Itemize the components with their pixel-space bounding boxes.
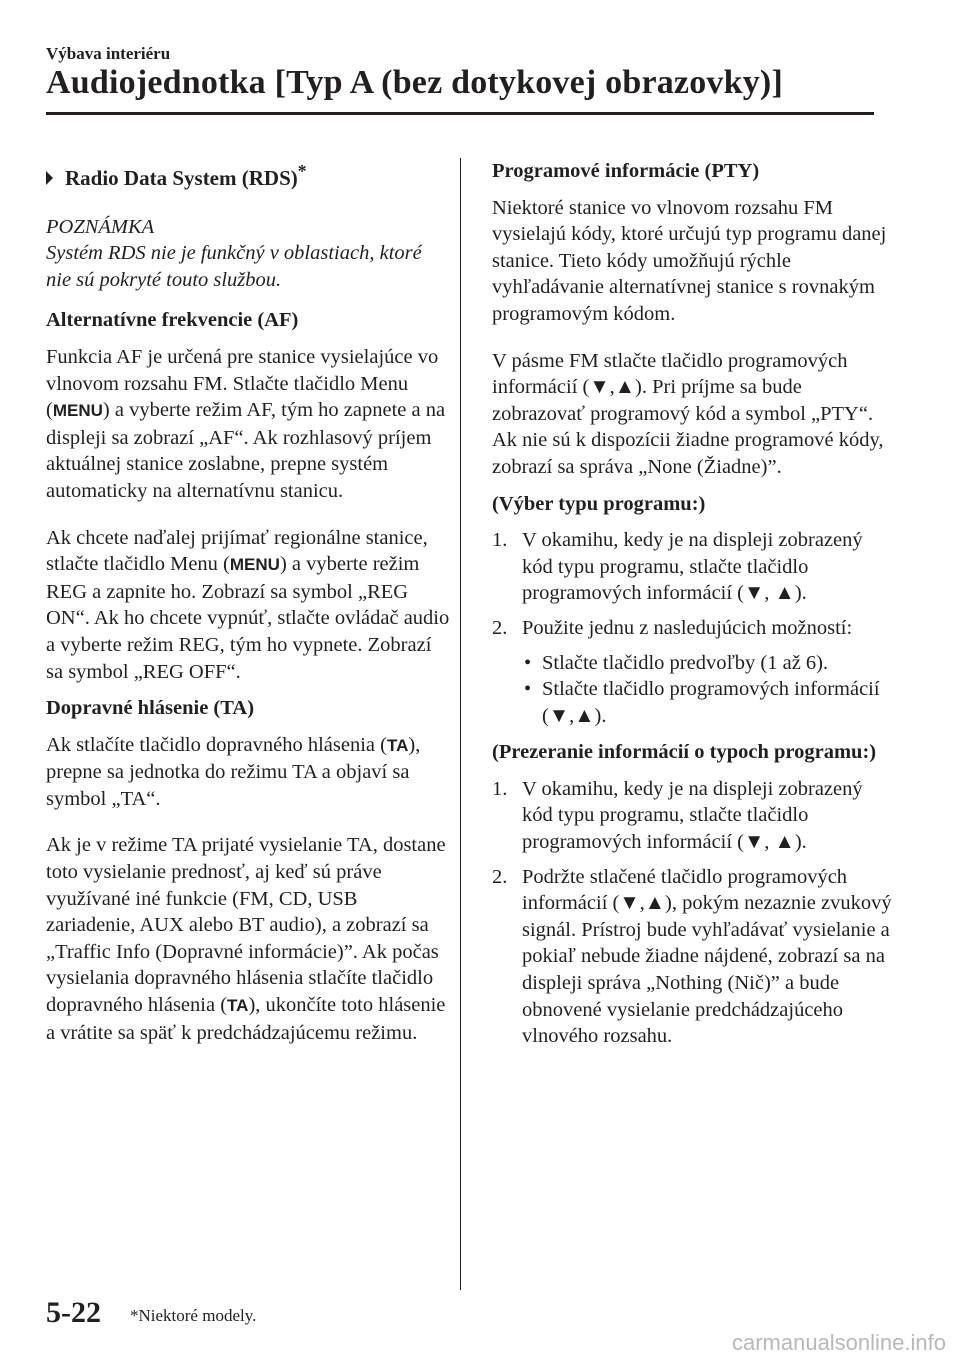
note-text: Systém RDS nie je funkčný v oblastiach, ktoré nie sú pokryté touto službou. — [46, 242, 422, 291]
ta-paragraph-2 — [46, 832, 451, 1046]
browse-steps-list — [492, 776, 892, 1050]
note-title: POZNÁMKA — [46, 215, 155, 238]
select-steps-list — [492, 527, 892, 641]
step-number: 1. — [492, 529, 508, 552]
option-text: Stlačte tlačidlo predvoľby (1 až 6). — [542, 651, 829, 674]
pty-paragraph-2: V pásme FM stlačte tlačidlo programových informácií (▼,▲). Pri príjme sa bude zobrazovať programový kód a symbol „PTY“. Ak nie sú k dispozícii žiadne programové kódy, zobrazí sa správa „None (Žiadne)”. — [492, 349, 884, 478]
footnote: *Niektoré modely. — [130, 1306, 257, 1325]
section-bullet-icon — [46, 171, 53, 185]
ta-heading: Dopravné hlásenie (TA) — [46, 697, 255, 720]
page-title: Audiojednotka [Typ A (bez dotykovej obrazovky)] — [46, 64, 783, 101]
watermark: carmanualsonline.info — [731, 1330, 946, 1355]
list-item — [492, 864, 892, 1050]
menu-key-icon: MENU — [52, 401, 103, 421]
column-divider — [460, 158, 461, 1290]
ta-key-icon: TA — [227, 996, 249, 1016]
page-number: 5-22 — [46, 1296, 101, 1329]
left-column — [46, 158, 451, 1056]
bullet-dot-icon: • — [524, 651, 532, 674]
list-item — [492, 615, 892, 642]
section-label: Výbava interiéru — [46, 44, 171, 63]
step-number: 2. — [492, 616, 508, 639]
af-p1-text-a: Funkcia AF je určená pre stanice vysielajúce vo vlnovom rozsahu FM. Stlačte tlačidlo Menu ( — [46, 345, 439, 422]
right-column — [492, 158, 892, 1058]
browse-heading: (Prezeranie informácií o typoch programu:) — [492, 741, 877, 764]
ta-paragraph-1 — [46, 732, 451, 813]
pty-paragraph-1: Niektoré stanice vo vlnovom rozsahu FM vysielajú kódy, ktoré určujú typ programu danej stanice. Tieto kódy umožňujú rýchle vyhľadávanie alternatívnej stanice s rovnakým programovým kódom. — [492, 196, 887, 325]
ta-p2-text-a: Ak je v režime TA prijaté vysielanie TA, dostane toto vysielanie prednosť, aj keď sú práve využívané iné funkcie (FM, CD, USB zariadenie, AUX alebo BT audio), a zobrazí sa „Traffic Info (Dopravné informácie)”. Ak počas vysielania dopravného hlásenia stlačíte tlačidlo dopravného hlásenia ( — [46, 834, 446, 1017]
rds-heading — [46, 158, 451, 192]
header-rule — [46, 112, 874, 115]
select-options-list — [492, 650, 892, 730]
af-p1-text-b: ) a vyberte režim AF, tým ho zapnete a na displeji sa zobrazí „AF“. Ak rozhlasový príjem aktuálnej stanice zoslabne, prepne systém automaticky na alternatívnu stanicu. — [46, 399, 446, 502]
af-paragraph-2 — [46, 525, 451, 686]
step-number: 1. — [492, 777, 508, 800]
ta-p2-text-b: ), ukončíte toto hlásenie a vrátite sa späť k predchádzajúcemu režimu. — [46, 994, 446, 1044]
ta-key-icon: TA — [386, 735, 409, 755]
option-text: Stlačte tlačidlo programových informácií (▼,▲). — [542, 678, 880, 727]
af-p2-text-a: Ak chcete naďalej prijímať regionálne stanice, stlačte tlačidlo Menu ( — [46, 526, 428, 576]
list-item — [492, 776, 892, 856]
pty-heading: Programové informácie (PTY) — [492, 160, 760, 182]
menu-key-icon: MENU — [229, 555, 280, 575]
af-p2-text-b: ) a vyberte režim REG a zapnite ho. Zobrazí sa symbol „REG ON“. Ak ho chcete vypnúť, stlačte ovládač audio a vyberte režim REG, tým ho vypnete. Zobrazí sa symbol „REG OFF“. — [46, 553, 450, 683]
step-text: Podržte stlačené tlačidlo programových informácií (▼,▲), pokým nezaznie zvukový signál. Prístroj bude vyhľadávať vysielanie a pokiaľ nebude žiadne nájdené, zobrazí sa na displeji správa „Nothing (Nič)” a bude obnovené vysielanie predchádzajúceho vlnového rozsahu. — [522, 865, 892, 1048]
step-text: V okamihu, kedy je na displeji zobrazený kód typu programu, stlačte tlačidlo programových informácií (▼, ▲). — [522, 777, 863, 854]
list-item — [492, 676, 892, 729]
select-heading: (Výber typu programu:) — [492, 492, 706, 515]
af-paragraph-1 — [46, 344, 451, 505]
af-heading: Alternatívne frekvencie (AF) — [46, 309, 299, 332]
ta-p1-text-a: Ak stlačíte tlačidlo dopravného hlásenia ( — [46, 733, 387, 756]
list-item — [492, 527, 892, 607]
list-item — [492, 650, 892, 677]
ta-p1-text-b: ), prepne sa jednotka do režimu TA a objaví sa symbol „TA“. — [46, 733, 421, 810]
bullet-dot-icon: • — [524, 678, 532, 701]
step-text: Použite jednu z nasledujúcich možností: — [522, 616, 853, 639]
step-number: 2. — [492, 865, 508, 888]
rds-footnote-star: * — [297, 161, 307, 181]
rds-title: Radio Data System (RDS) — [65, 166, 298, 190]
step-text: V okamihu, kedy je na displeji zobrazený kód typu programu, stlačte tlačidlo programových informácií (▼, ▲). — [522, 529, 863, 605]
